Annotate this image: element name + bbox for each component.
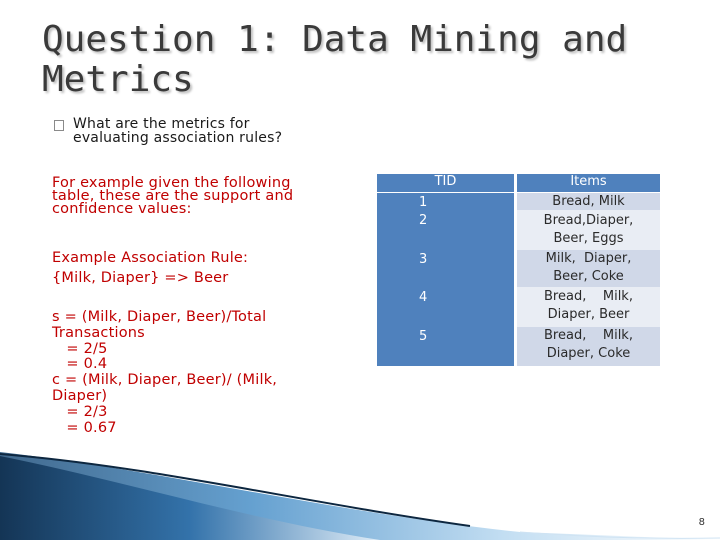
table-cell-tid: 3 (419, 252, 428, 267)
calc-line-4: = 0.4 (52, 356, 108, 373)
rule-line-1: Example Association Rule: (52, 250, 249, 266)
intro-line-2: table, these are the support and (52, 188, 294, 204)
items-line-1: Milk, Diaper, (545, 251, 632, 266)
bullet-line-2: evaluating association rules? (73, 130, 283, 146)
calc-line-1: s = (Milk, Diaper, Beer)/Total (52, 309, 267, 325)
table-cell-items (517, 250, 660, 286)
items-line-1: Bread, Milk, (544, 289, 633, 304)
table-cell-items (517, 212, 660, 248)
items-line-1: Bread,Diaper, (543, 213, 634, 228)
header-items-label: Items (570, 174, 607, 189)
decorative-swoosh (0, 440, 720, 540)
intro-line-3: confidence values: (52, 201, 192, 217)
table-cell-items (517, 288, 660, 324)
slide-title (42, 20, 642, 100)
table-cell-items (517, 327, 660, 363)
example-rule (52, 248, 248, 288)
square-bullet-icon (54, 120, 64, 131)
items-line-1: Bread, Milk (552, 194, 625, 209)
items-line-2: Diaper, Beer (547, 307, 630, 322)
table-cell-tid: 2 (419, 213, 428, 228)
calc-line-7: = 2/3 (52, 403, 108, 420)
bullet-text (73, 117, 354, 145)
slide-title-line-1: Question 1: Data Mining and (42, 19, 628, 60)
calc-line-8: = 0.67 (52, 419, 117, 436)
table-cell-tid: 1 (419, 195, 428, 210)
table-cell-tid: 5 (419, 329, 428, 344)
table-cell-tid: 4 (419, 290, 428, 305)
items-line-2: Beer, Eggs (553, 231, 624, 246)
page-number: 8 (698, 517, 705, 528)
bullet-point (54, 117, 354, 145)
calc-line-2: Transactions (52, 324, 145, 341)
example-intro (52, 177, 293, 216)
items-line-2: Beer, Coke (553, 269, 624, 284)
header-tid-label: TID (434, 174, 457, 189)
calc-line-5: c = (Milk, Diaper, Beer)/ (Milk, (52, 372, 278, 389)
table-header-items (517, 174, 660, 193)
calc-line-3: = 2/5 (52, 340, 108, 357)
items-line-2: Diaper, Coke (546, 346, 631, 361)
intro-line-1: For example given the following (52, 175, 291, 191)
slide-title-line-2: Metrics (42, 59, 194, 100)
table-header-tid (377, 174, 514, 193)
calc-line-6: Diaper) (52, 387, 108, 404)
rule-line-2: {Milk, Diaper} => Beer (52, 270, 229, 286)
support-confidence-calculation (52, 310, 277, 436)
items-line-1: Bread, Milk, (544, 328, 633, 343)
bullet-line-1: What are the metrics for (73, 116, 250, 132)
table-cell-items (517, 193, 660, 211)
